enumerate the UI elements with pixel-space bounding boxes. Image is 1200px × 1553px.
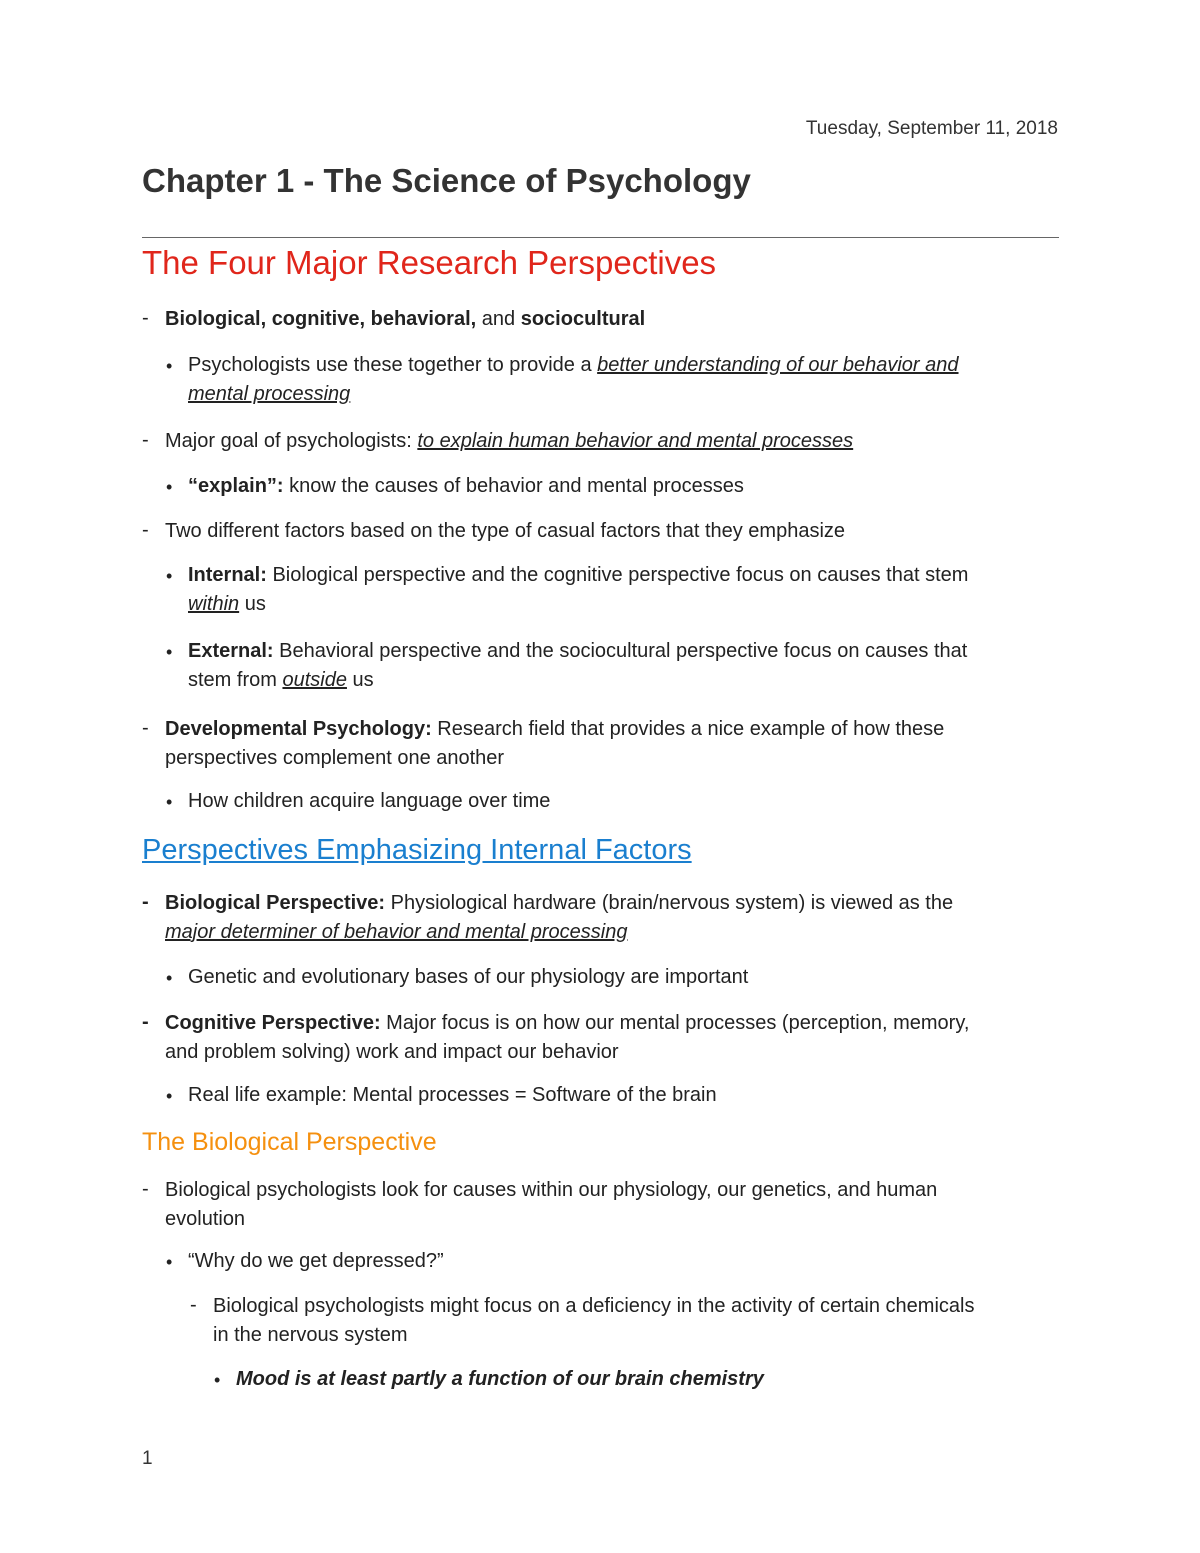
bullet-marker: • (214, 1370, 221, 1390)
term-cognitive-perspective: Cognitive Perspective: (165, 1012, 381, 1034)
text: Psychologists use these together to provide a (188, 354, 598, 376)
text: Physiological hardware (brain/nervous system) is viewed as the (385, 892, 954, 914)
section-heading-research-perspectives: The Four Major Research Perspectives (142, 244, 717, 281)
bullet-marker: • (166, 1252, 173, 1272)
list-item-deficiency (213, 1292, 974, 1350)
bullet-marker: • (166, 642, 173, 662)
section-heading-internal-factors: Perspectives Emphasizing Internal Factors (142, 834, 692, 866)
text: Research field that provides a nice example of how these (431, 718, 945, 740)
title-divider (142, 237, 1059, 238)
term-developmental-psychology: Developmental Psychology: (165, 718, 432, 740)
dash-marker: - (142, 307, 149, 329)
term-sociocultural: sociocultural (520, 308, 646, 330)
list-item-mood: Mood is at least partly a function of our brain chemistry (236, 1368, 764, 1390)
term-external: External: (188, 640, 274, 662)
list-item-cognitive-perspective (165, 1009, 969, 1067)
dash-marker: - (142, 717, 149, 739)
text: perspectives complement one another (165, 747, 505, 769)
text: Major goal of psychologists: (165, 430, 418, 452)
bullet-marker: • (166, 477, 173, 497)
list-item-depressed-question: “Why do we get depressed?” (188, 1250, 444, 1272)
underlined-phrase: to explain human behavior and mental processes (417, 430, 854, 452)
chapter-title: Chapter 1 - The Science of Psychology (142, 162, 751, 199)
text: in the nervous system (213, 1324, 408, 1346)
bullet-marker: • (166, 792, 173, 812)
dash-marker: - (142, 1178, 149, 1200)
list-item-explain (188, 472, 744, 501)
text: Behavioral perspective and the sociocultural perspective focus on causes that (273, 640, 968, 662)
term-internal: Internal: (188, 564, 267, 586)
list-item-together (188, 351, 959, 409)
list-item-internal (188, 561, 968, 619)
list-item-two-factors: Two different factors based on the type of casual factors that they emphasize (165, 520, 846, 542)
underlined-phrase: outside (282, 669, 347, 691)
term-biological-perspective: Biological Perspective: (165, 892, 386, 914)
list-item-major-goal (165, 427, 853, 456)
text: Biological psychologists look for causes within our physiology, our genetics, and human (165, 1179, 938, 1201)
document-date: Tuesday, September 11, 2018 (805, 118, 1058, 139)
underlined-phrase: mental processing (188, 383, 351, 405)
dash-marker: - (142, 1011, 149, 1033)
term-cognitive: cognitive, (271, 308, 366, 330)
text: know the causes of behavior and mental processes (283, 475, 744, 497)
underlined-phrase: within (188, 593, 240, 615)
bullet-marker: • (166, 1086, 173, 1106)
list-item-perspectives (165, 305, 645, 334)
dash-marker: - (142, 519, 149, 541)
dash-marker: - (190, 1294, 197, 1316)
text: us (346, 669, 374, 691)
text-and: and (481, 308, 516, 330)
dash-marker: - (142, 891, 149, 913)
term-biological: Biological, (165, 308, 267, 330)
page-number: 1 (142, 1448, 153, 1469)
list-item-developmental (165, 715, 944, 773)
text: stem from (188, 669, 283, 691)
text: Biological perspective and the cognitive perspective focus on causes that stem (266, 564, 969, 586)
dash-marker: - (142, 429, 149, 451)
underlined-phrase: better understanding of our behavior and (597, 354, 959, 376)
text: evolution (165, 1208, 246, 1230)
text: us (239, 593, 266, 615)
underlined-phrase: major determiner of behavior and mental processing (165, 921, 628, 943)
bullet-marker: • (166, 566, 173, 586)
text: and problem solving) work and impact our behavior (165, 1041, 619, 1063)
text: Major focus is on how our mental processes (perception, memory, (380, 1012, 970, 1034)
list-item-software: Real life example: Mental processes = Software of the brain (188, 1084, 717, 1106)
list-item-genetic: Genetic and evolutionary bases of our physiology are important (188, 966, 749, 988)
term-behavioral: behavioral, (370, 308, 477, 330)
list-item-language: How children acquire language over time (188, 790, 551, 812)
list-item-biological-perspective (165, 889, 953, 947)
section-heading-biological-perspective: The Biological Perspective (142, 1128, 437, 1156)
bullet-marker: • (166, 356, 173, 376)
term-explain: “explain”: (188, 475, 284, 497)
bullet-marker: • (166, 968, 173, 988)
text: Biological psychologists might focus on a deficiency in the activity of certain chemicals (213, 1295, 975, 1317)
list-item-external (188, 637, 967, 695)
list-item-causes (165, 1176, 937, 1234)
